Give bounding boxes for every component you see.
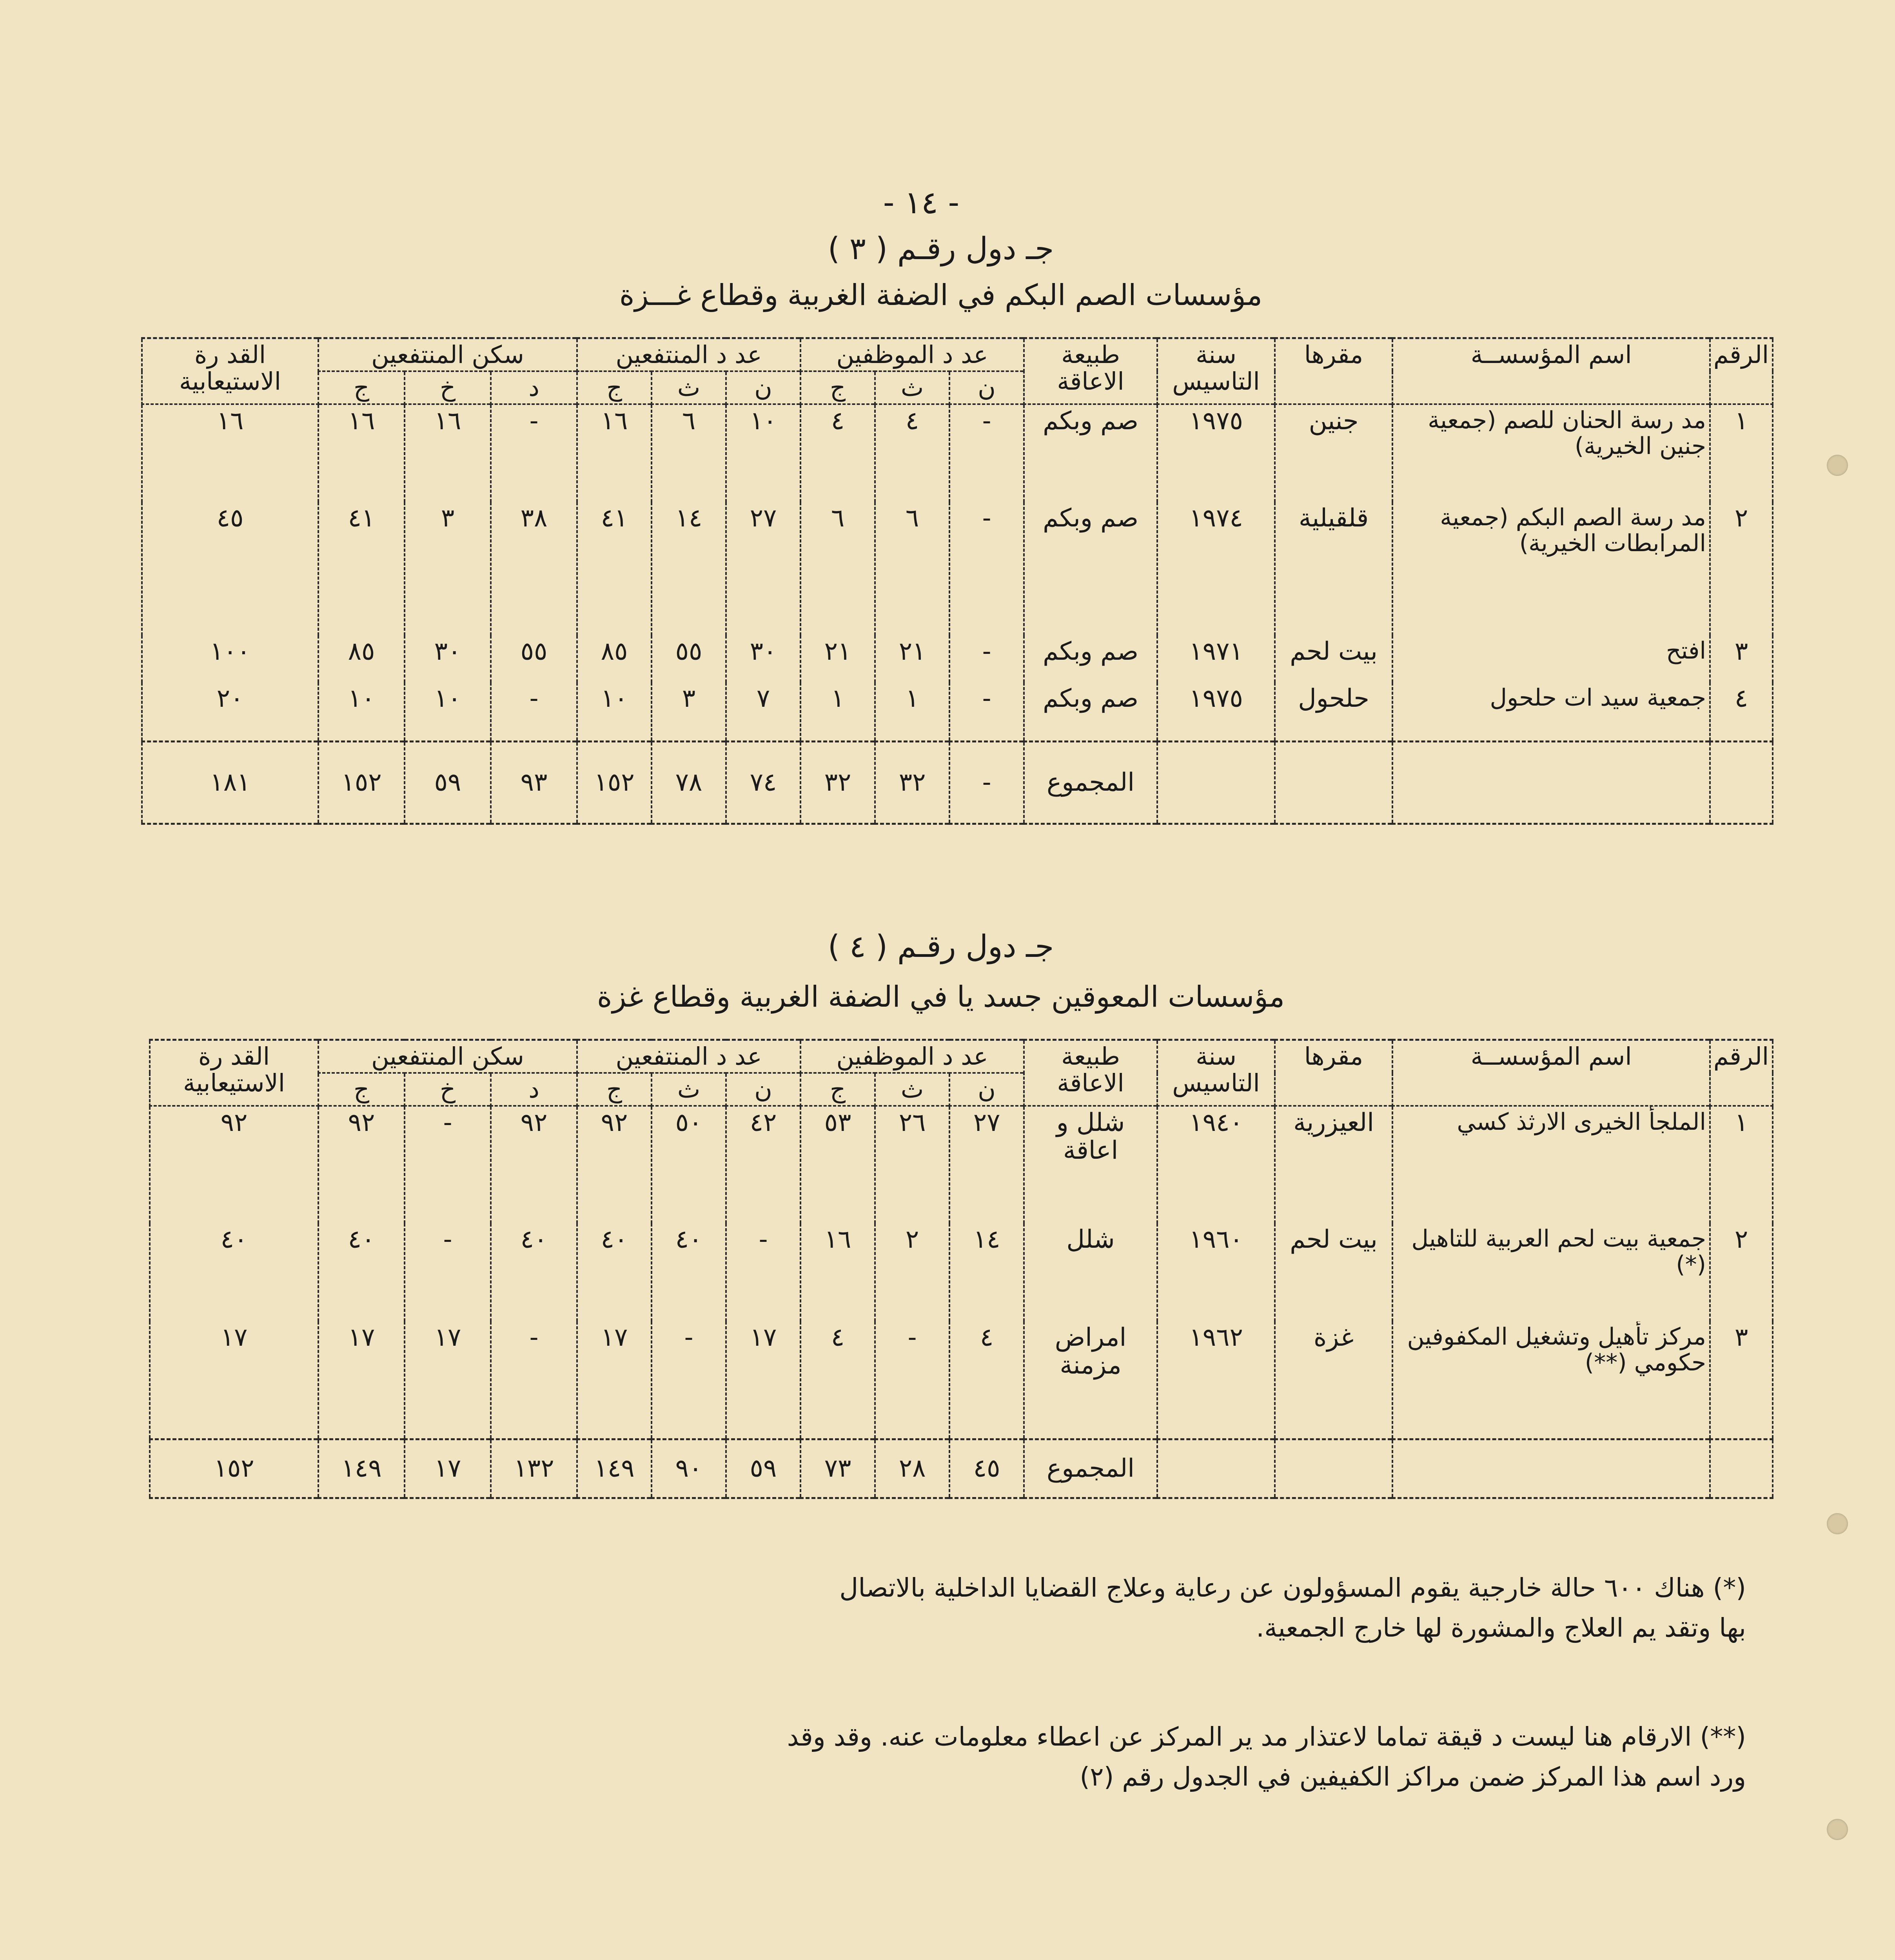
cell-no: ١ [1710, 1106, 1773, 1223]
cell-beneficiaries: ٩٢ [577, 1106, 652, 1223]
cell-capacity: ١٧ [150, 1321, 318, 1439]
th-beneficiaries: عد د المنتفعين [577, 1040, 800, 1073]
cell-location: بيت لحم [1275, 1223, 1392, 1321]
cell-empty [1710, 741, 1773, 824]
table3-subtitle: مؤسسات الصم البكم في الضفة الغربية وقطاع غـــزة [619, 278, 1263, 312]
footnote-2-line1: (**) الارقام هنا ليست د قيقة تماما لاعتذار مد ير المركز عن اعطاء معلومات عنه. وقد وقد [787, 1722, 1746, 1752]
cell-year: ١٩٧٥ [1157, 404, 1275, 502]
th-sub: ن [726, 371, 800, 404]
cell-housing: ٤١ [318, 502, 405, 635]
cell-staff: - [875, 1321, 949, 1439]
cell-staff: ٤ [800, 1321, 875, 1439]
th-name: اسم المؤسســة [1392, 1040, 1710, 1106]
th-sub: د [491, 371, 577, 404]
table-row [142, 502, 1773, 635]
page-number: - ١٤ - [883, 184, 960, 221]
cell-capacity: ١٠٠ [142, 635, 318, 682]
cell-disability: صم وبكم [1024, 635, 1157, 682]
cell-beneficiaries: - [652, 1321, 726, 1439]
cell-disability: امراض مزمنة [1024, 1321, 1157, 1439]
th-disability: طبيعة الاعاقة [1024, 338, 1157, 405]
cell-name: الملجأ الخيرى الارثذ كسي [1392, 1106, 1710, 1223]
cell-beneficiaries: - [726, 1223, 800, 1321]
cell-empty [1275, 741, 1392, 824]
cell-location: غزة [1275, 1321, 1392, 1439]
cell-staff: ٤ [800, 404, 875, 502]
footnote-1-line1: (*) هناك ٦٠٠ حالة خارجية يقوم المسؤولون عن رعاية وعلاج القضايا الداخلية بالاتصال [839, 1573, 1746, 1603]
th-no: الرقم [1710, 338, 1773, 405]
total-staff: ٣٢ [800, 741, 875, 824]
cell-empty [1710, 1439, 1773, 1498]
cell-capacity: ٩٢ [150, 1106, 318, 1223]
cell-beneficiaries: ٣٠ [726, 635, 800, 682]
total-housing: ١٤٩ [318, 1439, 405, 1498]
cell-beneficiaries: ٣ [652, 682, 726, 741]
cell-capacity: ٤٥ [142, 502, 318, 635]
table-row [142, 635, 1773, 682]
table-total-row [150, 1439, 1773, 1498]
cell-year: ١٩٤٠ [1157, 1106, 1275, 1223]
cell-housing: - [491, 1321, 577, 1439]
cell-staff: ١٦ [800, 1223, 875, 1321]
cell-housing: - [491, 682, 577, 741]
th-capacity: القد رة الاستيعابية [150, 1040, 318, 1106]
total-housing: ٥٩ [405, 741, 491, 824]
cell-location: قلقيلية [1275, 502, 1392, 635]
cell-beneficiaries: ١٤ [652, 502, 726, 635]
total-capacity: ١٥٢ [150, 1439, 318, 1498]
table4 [149, 1039, 1773, 1499]
total-beneficiaries: ٧٤ [726, 741, 800, 824]
total-housing: ١٥٢ [318, 741, 405, 824]
cell-year: ١٩٦٢ [1157, 1321, 1275, 1439]
cell-housing: ١٠ [318, 682, 405, 741]
cell-staff: - [949, 502, 1024, 635]
cell-staff: - [949, 635, 1024, 682]
cell-housing: ١٧ [405, 1321, 491, 1439]
cell-no: ٤ [1710, 682, 1773, 741]
total-staff: - [949, 741, 1024, 824]
binder-hole [1827, 1819, 1848, 1840]
th-sub: خ [405, 371, 491, 404]
cell-staff: ٦ [800, 502, 875, 635]
th-sub: ن [726, 1073, 800, 1106]
total-beneficiaries: ٥٩ [726, 1439, 800, 1498]
total-housing: ١٣٢ [491, 1439, 577, 1498]
table3 [141, 337, 1773, 825]
cell-beneficiaries: ١٠ [726, 404, 800, 502]
cell-beneficiaries: ٥٠ [652, 1106, 726, 1223]
total-capacity: ١٨١ [142, 741, 318, 824]
th-sub: ث [875, 1073, 949, 1106]
cell-beneficiaries: ٥٥ [652, 635, 726, 682]
cell-housing: ٥٥ [491, 635, 577, 682]
cell-staff: ٥٣ [800, 1106, 875, 1223]
cell-disability: صم وبكم [1024, 404, 1157, 502]
th-sub: ن [949, 371, 1024, 404]
cell-housing: - [405, 1223, 491, 1321]
cell-housing: ٤٠ [318, 1223, 405, 1321]
cell-no: ٢ [1710, 1223, 1773, 1321]
th-sub: ج [800, 1073, 875, 1106]
th-disability: طبيعة الاعاقة [1024, 1040, 1157, 1106]
th-name: اسم المؤسســة [1392, 338, 1710, 405]
cell-no: ١ [1710, 404, 1773, 502]
cell-staff: - [949, 404, 1024, 502]
cell-staff: ٤ [875, 404, 949, 502]
cell-no: ٣ [1710, 1321, 1773, 1439]
cell-beneficiaries: ٤١ [577, 502, 652, 635]
th-sub: ج [577, 371, 652, 404]
th-location: مقرها [1275, 1040, 1392, 1106]
th-sub: ج [800, 371, 875, 404]
binder-hole [1827, 455, 1848, 476]
cell-staff: ١ [800, 682, 875, 741]
cell-disability: صم وبكم [1024, 682, 1157, 741]
cell-beneficiaries: ٢٧ [726, 502, 800, 635]
cell-empty [1392, 1439, 1710, 1498]
table-row [142, 682, 1773, 741]
table3-caption: جـ دول رقـم ( ٣ ) [828, 231, 1054, 267]
total-beneficiaries: ١٥٢ [577, 741, 652, 824]
total-label: المجموع [1024, 741, 1157, 824]
cell-beneficiaries: ١٦ [577, 404, 652, 502]
cell-location: حلحول [1275, 682, 1392, 741]
total-label: المجموع [1024, 1439, 1157, 1498]
cell-location: جنين [1275, 404, 1392, 502]
th-sub: ج [577, 1073, 652, 1106]
cell-staff: ٦ [875, 502, 949, 635]
th-sub: ث [652, 371, 726, 404]
cell-housing: - [491, 404, 577, 502]
cell-housing: ٩٢ [318, 1106, 405, 1223]
total-staff: ٣٢ [875, 741, 949, 824]
binder-hole [1827, 1513, 1848, 1534]
table-row [150, 1223, 1773, 1321]
total-staff: ٤٥ [949, 1439, 1024, 1498]
cell-staff: ٤ [949, 1321, 1024, 1439]
cell-staff: ٢٧ [949, 1106, 1024, 1223]
cell-capacity: ٤٠ [150, 1223, 318, 1321]
total-beneficiaries: ٩٠ [652, 1439, 726, 1498]
cell-beneficiaries: ١٧ [577, 1321, 652, 1439]
table-row [150, 1321, 1773, 1439]
th-location: مقرها [1275, 338, 1392, 405]
th-sub: خ [405, 1073, 491, 1106]
cell-name: افتح [1392, 635, 1710, 682]
cell-name: جمعية بيت لحم العربية للتاهيل (*) [1392, 1223, 1710, 1321]
cell-housing: ١٧ [318, 1321, 405, 1439]
table4-subtitle: مؤسسات المعوقين جسد يا في الضفة الغربية وقطاع غزة [597, 980, 1285, 1014]
footnote-1 [839, 1568, 1746, 1648]
cell-empty [1275, 1439, 1392, 1498]
cell-staff: ٢ [875, 1223, 949, 1321]
cell-beneficiaries: ٦ [652, 404, 726, 502]
footnote-1-line2: بها وتقد يم العلاج والمشورة لها خارج الجمعية. [1256, 1613, 1746, 1643]
table4-caption: جـ دول رقـم ( ٤ ) [828, 929, 1054, 964]
th-capacity: القد رة الاستيعابية [142, 338, 318, 405]
cell-empty [1157, 1439, 1275, 1498]
th-sub: ج [318, 1073, 405, 1106]
th-year: سنة التاسيس [1157, 338, 1275, 405]
cell-housing: ٣٨ [491, 502, 577, 635]
th-staff: عد د الموظفين [800, 338, 1024, 372]
cell-housing: ١٠ [405, 682, 491, 741]
total-housing: ١٧ [405, 1439, 491, 1498]
cell-year: ١٩٧١ [1157, 635, 1275, 682]
th-housing: سكن المنتفعين [318, 1040, 577, 1073]
cell-beneficiaries: ٤٠ [652, 1223, 726, 1321]
cell-no: ٢ [1710, 502, 1773, 635]
cell-beneficiaries: ٤٢ [726, 1106, 800, 1223]
th-housing: سكن المنتفعين [318, 338, 577, 372]
th-staff: عد د الموظفين [800, 1040, 1024, 1073]
cell-location: بيت لحم [1275, 635, 1392, 682]
cell-staff: ٢١ [875, 635, 949, 682]
cell-capacity: ٢٠ [142, 682, 318, 741]
cell-beneficiaries: ٤٠ [577, 1223, 652, 1321]
th-sub: ث [875, 371, 949, 404]
cell-location: العيزرية [1275, 1106, 1392, 1223]
th-sub: د [491, 1073, 577, 1106]
cell-year: ١٩٦٠ [1157, 1223, 1275, 1321]
th-sub: ث [652, 1073, 726, 1106]
cell-staff: - [949, 682, 1024, 741]
cell-no: ٣ [1710, 635, 1773, 682]
cell-disability: صم وبكم [1024, 502, 1157, 635]
cell-housing: ٣ [405, 502, 491, 635]
table-row [150, 1106, 1773, 1223]
total-staff: ٧٣ [800, 1439, 875, 1498]
cell-staff: ١٤ [949, 1223, 1024, 1321]
table-total-row [142, 741, 1773, 824]
cell-empty [1392, 741, 1710, 824]
th-no: الرقم [1710, 1040, 1773, 1106]
table-row [142, 404, 1773, 502]
cell-housing: ١٦ [318, 404, 405, 502]
cell-staff: ١ [875, 682, 949, 741]
th-sub: ن [949, 1073, 1024, 1106]
footnote-2 [787, 1717, 1746, 1797]
cell-name: جمعية سيد ات حلحول [1392, 682, 1710, 741]
cell-name: مد رسة الحنان للصم (جمعية جنين الخيرية) [1392, 404, 1710, 502]
cell-housing: ١٦ [405, 404, 491, 502]
cell-beneficiaries: ٧ [726, 682, 800, 741]
cell-housing: ٨٥ [318, 635, 405, 682]
cell-housing: - [405, 1106, 491, 1223]
th-beneficiaries: عد د المنتفعين [577, 338, 800, 372]
cell-housing: ٤٠ [491, 1223, 577, 1321]
cell-beneficiaries: ١٠ [577, 682, 652, 741]
cell-housing: ٩٢ [491, 1106, 577, 1223]
cell-staff: ٢١ [800, 635, 875, 682]
cell-year: ١٩٧٥ [1157, 682, 1275, 741]
cell-beneficiaries: ١٧ [726, 1321, 800, 1439]
cell-year: ١٩٧٤ [1157, 502, 1275, 635]
total-beneficiaries: ١٤٩ [577, 1439, 652, 1498]
th-year: سنة التاسيس [1157, 1040, 1275, 1106]
total-beneficiaries: ٧٨ [652, 741, 726, 824]
cell-staff: ٢٦ [875, 1106, 949, 1223]
cell-name: مد رسة الصم البكم (جمعية المرابطات الخيرية) [1392, 502, 1710, 635]
cell-housing: ٣٠ [405, 635, 491, 682]
total-staff: ٢٨ [875, 1439, 949, 1498]
cell-name: مركز تأهيل وتشغيل المكفوفين حكومي (**) [1392, 1321, 1710, 1439]
cell-disability: شلل [1024, 1223, 1157, 1321]
footnote-2-line2: ورد اسم هذا المركز ضمن مراكز الكفيفين في الجدول رقم (٢) [1080, 1762, 1746, 1792]
total-housing: ٩٣ [491, 741, 577, 824]
cell-empty [1157, 741, 1275, 824]
cell-disability: شلل و اعاقة [1024, 1106, 1157, 1223]
cell-capacity: ١٦ [142, 404, 318, 502]
cell-beneficiaries: ٨٥ [577, 635, 652, 682]
th-sub: ج [318, 371, 405, 404]
